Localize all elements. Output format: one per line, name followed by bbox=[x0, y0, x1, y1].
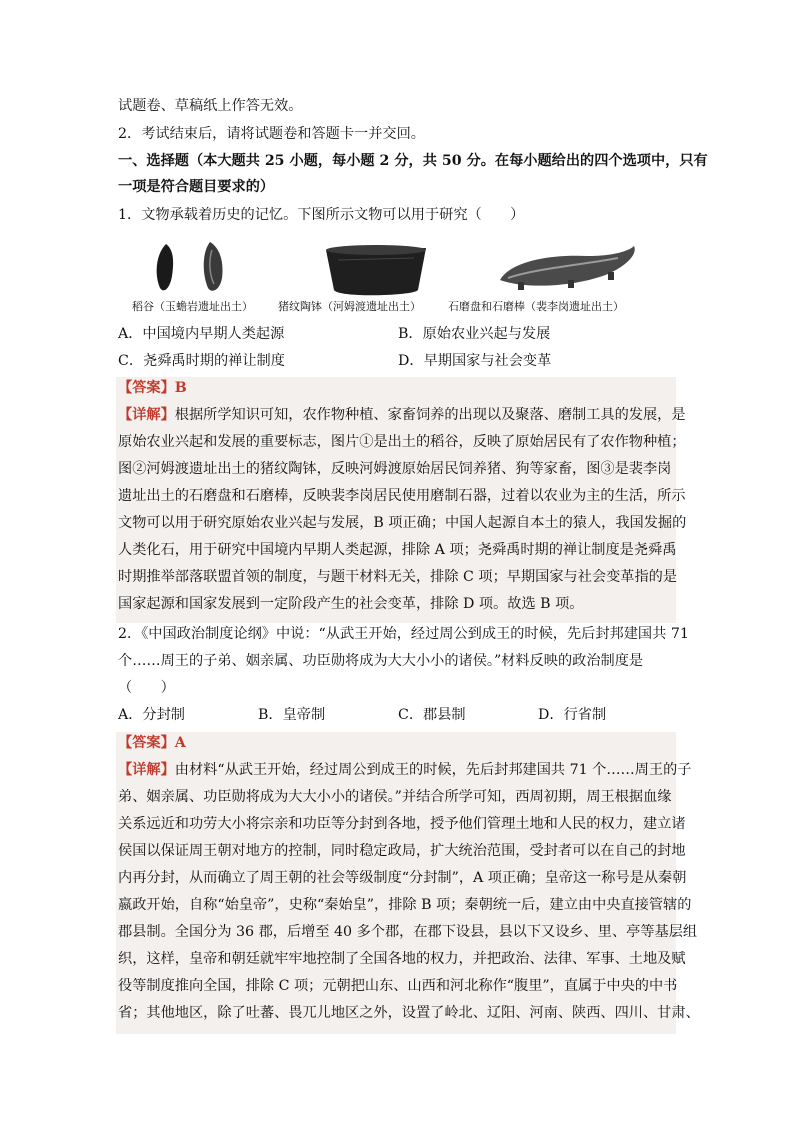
answer-tag: 【答案】 bbox=[118, 735, 175, 751]
q2-stem-line-3: （ ） bbox=[118, 680, 175, 696]
pottery-bowl-image bbox=[326, 245, 426, 295]
q2-stem-line-2: 个……周王的子弟、姻亲属、功臣勋将成为大大小小的诸侯。”材料反映的政治制度是 bbox=[118, 653, 644, 669]
q2-detail-line-2: 弟、姻亲属、功臣勋将成为大大小小的诸侯。”并结合所学可知，西周初期，周王根据血缘 bbox=[118, 789, 672, 805]
q1-artifact-figure bbox=[132, 236, 648, 318]
caption-rice-grain: 稻谷（玉蟾岩遗址出土） bbox=[132, 300, 253, 313]
q2-detail-line-3: 关系远近和功劳大小将宗亲和功臣等分封到各地，授予他们管理土地和人民的权力，建立诸 bbox=[118, 816, 686, 832]
q2-detail-line-4: 侯国以保证周王朝对地方的控制，同时稳定政局，扩大统治范围，受封者可以在自己的封地 bbox=[118, 843, 686, 859]
q1-option-a: A．中国境内早期人类起源 bbox=[118, 326, 285, 342]
q2-detail-line-6: 嬴政开始，自称“始皇帝”，史称“秦始皇”，排除 B 项；秦朝统一后，建立由中央直接管辖的 bbox=[118, 897, 692, 913]
q1-detail-line-6: 人类化石，用于研究中国境内早期人类起源，排除 A 项；尧舜禹时期的禅让制度是尧舜禹 bbox=[118, 542, 677, 558]
q2-option-b: B．皇帝制 bbox=[258, 707, 326, 723]
section-heading-line-2: 一项是符合题目要求的） bbox=[118, 179, 275, 195]
grinding-stone-image bbox=[500, 246, 635, 290]
answer-value: A bbox=[174, 735, 186, 751]
q2-detail-line-7: 郡县制。全国分为 36 郡，后增至 40 多个郡，在郡下设县，县以下又设乡、里、亭等基层组 bbox=[118, 924, 698, 940]
rice-grain-image bbox=[157, 242, 223, 291]
q1-option-c: C．尧舜禹时期的禅让制度 bbox=[118, 353, 285, 369]
q2-option-a: A．分封制 bbox=[118, 707, 185, 723]
q1-option-b: B．原始农业兴起与发展 bbox=[398, 326, 551, 342]
q2-detail-line-1 bbox=[118, 760, 692, 780]
caption-grinding-stone: 石磨盘和石磨棒（裴李岗遗址出土） bbox=[448, 300, 624, 313]
detail-text: 根据所学知识可知，农作物种植、家畜饲养的出现以及聚落、磨制工具的发展，是 bbox=[174, 407, 686, 423]
detail-text: 由材料“从武王开始，经过周公到成王的时候，先后封邦建国共 71 个……周王的子 bbox=[174, 762, 692, 778]
q1-detail-line-1 bbox=[118, 405, 686, 425]
q1-detail-line-7: 时期推举部落联盟首领的制度，与题干材料无关，排除 C 项；早期国家与社会变革指的是 bbox=[118, 569, 678, 585]
q1-stem: 1．文物承载着历史的记忆。下图所示文物可以用于研究（ ） bbox=[118, 207, 525, 223]
q2-stem-line-1: 2．《中国政治制度论纲》中说：“从武王开始，经过周公到成王的时候，先后封邦建国共 71 bbox=[118, 626, 689, 642]
q2-detail-line-8: 织，这样，皇帝和朝廷就牢牢地控制了全国各地的权力，并把政治、法律、军事、土地及赋 bbox=[118, 951, 686, 967]
intro-line-2: 2．考试结束后，请将试题卷和答题卡一并交回。 bbox=[118, 126, 425, 142]
q1-detail-line-3: 图②河姆渡遗址出土的猪纹陶钵，反映河姆渡原始居民饲养猪、狗等家畜，图③是裴李岗 bbox=[118, 461, 672, 477]
q2-option-d: D．行省制 bbox=[538, 707, 607, 723]
q2-detail-line-9: 役等制度推向全国，排除 C 项；元朝把山东、山西和河北称作“腹里”，直属于中央的中书 bbox=[118, 978, 678, 994]
section-heading-line-1: 一、选择题（本大题共 25 小题，每小题 2 分，共 50 分。在每小题给出的四个选项中，只有 bbox=[118, 153, 708, 169]
q1-detail-line-4: 遗址出土的石磨盘和石磨棒，反映裴李岗居民使用磨制石器，过着以农业为主的生活，所示 bbox=[118, 488, 686, 504]
q1-answer bbox=[118, 378, 678, 398]
q2-detail-line-5: 内再分封，从而确立了周王朝的社会等级制度“分封制”，A 项正确；皇帝这一称号是从秦朝 bbox=[118, 870, 687, 886]
q1-option-d: D．早期国家与社会变革 bbox=[398, 353, 552, 369]
q1-detail-line-5: 文物可以用于研究原始农业兴起与发展，B 项正确；中国人起源自本土的猿人，我国发掘的 bbox=[118, 515, 687, 531]
intro-line-1: 试题卷、草稿纸上作答无效。 bbox=[118, 98, 303, 114]
q2-answer bbox=[118, 733, 678, 753]
q1-detail-line-8: 国家起源和国家发展到一定阶段产生的社会变革，排除 D 项。故选 B 项。 bbox=[118, 596, 584, 612]
q2-option-c: C．郡县制 bbox=[398, 707, 466, 723]
caption-pottery-bowl: 猪纹陶钵（河姆渡遗址出土） bbox=[278, 300, 421, 313]
q2-detail-line-10: 省；其他地区，除了吐蕃、畏兀儿地区之外，设置了岭北、辽阳、河南、陕西、四川、甘肃、 bbox=[118, 1005, 700, 1021]
answer-value: B bbox=[174, 380, 187, 396]
q1-detail-line-2: 原始农业兴起和发展的重要标志，图片①是出土的稻谷，反映了原始居民有了农作物种植； bbox=[118, 434, 686, 450]
detail-tag: 【详解】 bbox=[118, 407, 175, 423]
answer-tag: 【答案】 bbox=[118, 380, 175, 396]
detail-tag: 【详解】 bbox=[118, 762, 175, 778]
